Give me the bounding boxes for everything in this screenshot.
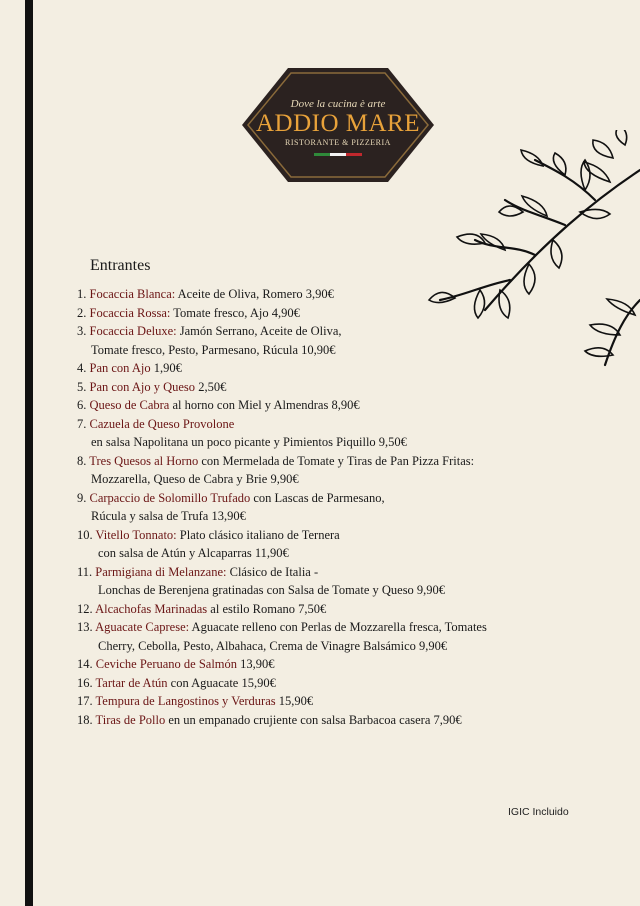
menu-item-name: Tartar de Atún: [95, 675, 168, 690]
menu-item-number: 1.: [77, 287, 87, 301]
section-title-entrantes: Entrantes: [90, 257, 151, 274]
menu-item-name: Carpaccio de Solomillo Trufado: [89, 490, 251, 505]
menu-item-number: 4.: [77, 361, 87, 375]
menu-item-number: 18.: [77, 712, 93, 727]
menu-item-description: al horno con Miel y Almendras 8,90€: [169, 398, 360, 412]
menu-item-name: Focaccia Blanca:: [89, 287, 176, 301]
menu-item-description: 13,90€: [237, 657, 275, 671]
menu-item-name: Aguacate Caprese:: [95, 620, 190, 634]
menu-item-line: [77, 359, 597, 378]
menu-item-line: [77, 674, 597, 693]
menu-item-description: 15,90€: [275, 694, 314, 708]
menu-item-description: Jamón Serrano, Aceite de Oliva,: [176, 324, 342, 338]
restaurant-logo: [240, 66, 436, 184]
menu-item-list: [77, 285, 597, 729]
menu-item-continuation: con salsa de Atún y Alcaparras 11,90€: [98, 546, 289, 560]
menu-item-line: [77, 285, 597, 304]
menu-item-continuation: en salsa Napolitana un poco picante y Pimientos Piquillo 9,50€: [91, 435, 407, 449]
menu-item: [77, 526, 597, 563]
menu-item-name: Tempura de Langostinos y Verduras: [95, 694, 276, 708]
menu-item: [77, 359, 597, 378]
menu-item-description: 2,50€: [195, 379, 227, 394]
menu-item-number: 8.: [77, 453, 87, 468]
menu-item-number: 10.: [77, 527, 93, 542]
menu-item-name: Tiras de Pollo: [95, 712, 166, 727]
menu-item: [77, 415, 597, 452]
menu-item-description: en un empanado crujiente con salsa Barbacoa casera 7,90€: [165, 712, 462, 727]
menu-item: [77, 396, 597, 415]
menu-item-name: Pan con Ajo y Queso: [89, 379, 196, 394]
menu-item-number: 6.: [77, 398, 87, 412]
menu-item-number: 17.: [77, 694, 93, 708]
logo-name: ADDIO MARE: [255, 110, 421, 137]
menu-item-line: [77, 378, 597, 397]
menu-item-line: [77, 618, 597, 637]
menu-item-line: [77, 489, 597, 508]
menu-item-name: Queso de Cabra: [89, 398, 170, 412]
menu-item-description: Plato clásico italiano de Ternera: [176, 527, 340, 542]
menu-item-number: 9.: [77, 490, 87, 505]
menu-item-name: Focaccia Rossa:: [89, 305, 171, 320]
menu-item-name: Pan con Ajo: [89, 361, 151, 375]
menu-item: [77, 674, 597, 693]
menu-item-line: [77, 563, 597, 582]
menu-item-number: 7.: [77, 416, 87, 431]
logo-tagline: Dove la cucina è arte: [290, 98, 386, 110]
menu-item-description: al estilo Romano 7,50€: [207, 601, 327, 616]
menu-item-line: [77, 526, 597, 545]
menu-item-description: 1,90€: [150, 361, 182, 375]
menu-item-continuation: Rúcula y salsa de Trufa 13,90€: [91, 509, 246, 523]
menu-item-line: [77, 692, 597, 711]
menu-item-description: con Aguacate 15,90€: [167, 675, 276, 690]
menu-item-line: [77, 322, 597, 341]
menu-item: [77, 655, 597, 674]
menu-item-number: 3.: [77, 324, 87, 338]
menu-item: [77, 692, 597, 711]
menu-item-description: con Lascas de Parmesano,: [250, 490, 385, 505]
menu-item-name: Focaccia Deluxe:: [89, 324, 177, 338]
menu-item-description: Aguacate relleno con Perlas de Mozzarella fresca, Tomates: [189, 620, 487, 634]
menu-item-number: 11.: [77, 564, 93, 579]
menu-item: [77, 452, 597, 489]
menu-item-line: [77, 711, 597, 730]
menu-item-number: 2.: [77, 305, 87, 320]
menu-item-description: Aceite de Oliva, Romero 3,90€: [175, 287, 334, 301]
menu-item-name: Cazuela de Queso Provolone: [89, 416, 235, 431]
menu-item-name: Vitello Tonnato:: [95, 527, 177, 542]
tax-included-note: IGIC Incluido: [508, 806, 569, 818]
menu-item-number: 14.: [77, 657, 93, 671]
menu-item-line: [77, 655, 597, 674]
menu-item-continuation: Cherry, Cebolla, Pesto, Albahaca, Crema de Vinagre Balsámico 9,90€: [98, 638, 448, 653]
menu-item-continuation: Mozzarella, Queso de Cabra y Brie 9,90€: [91, 472, 299, 486]
menu-item-name: Tres Quesos al Horno: [89, 453, 199, 468]
menu-item-description: Tomate fresco, Ajo 4,90€: [170, 305, 300, 320]
menu-item: [77, 711, 597, 730]
menu-item: [77, 322, 597, 359]
menu-item-continuation: Lonchas de Berenjena gratinadas con Salsa de Tomate y Queso 9,90€: [98, 583, 446, 597]
menu-item-line: [77, 304, 597, 323]
menu-item: [77, 378, 597, 397]
logo-subtitle: RISTORANTE & PIZZERIA: [285, 138, 391, 147]
menu-item: [77, 563, 597, 600]
left-border-bar: [25, 0, 33, 906]
menu-item-name: Alcachofas Marinadas: [95, 601, 208, 616]
menu-item-name: Parmigiana di Melanzane:: [95, 564, 227, 579]
menu-item: [77, 618, 597, 655]
menu-item: [77, 489, 597, 526]
menu-item: [77, 600, 597, 619]
menu-item-line: [77, 600, 597, 619]
menu-item: [77, 304, 597, 323]
menu-item-number: 5.: [77, 379, 87, 394]
menu-item-line: [77, 396, 597, 415]
menu-item-line: [77, 452, 597, 471]
menu-item-description: Clásico de Italia -: [226, 564, 319, 579]
menu-item: [77, 285, 597, 304]
menu-item-name: Ceviche Peruano de Salmón: [95, 657, 238, 671]
menu-item-number: 12.: [77, 601, 93, 616]
menu-item-number: 16.: [77, 675, 93, 690]
menu-item-number: 13.: [77, 620, 93, 634]
menu-item-description: con Mermelada de Tomate y Tiras de Pan Pizza Fritas:: [198, 453, 475, 468]
menu-item-continuation: Tomate fresco, Pesto, Parmesano, Rúcula 10,90€: [91, 342, 336, 357]
menu-item-line: [77, 415, 597, 434]
